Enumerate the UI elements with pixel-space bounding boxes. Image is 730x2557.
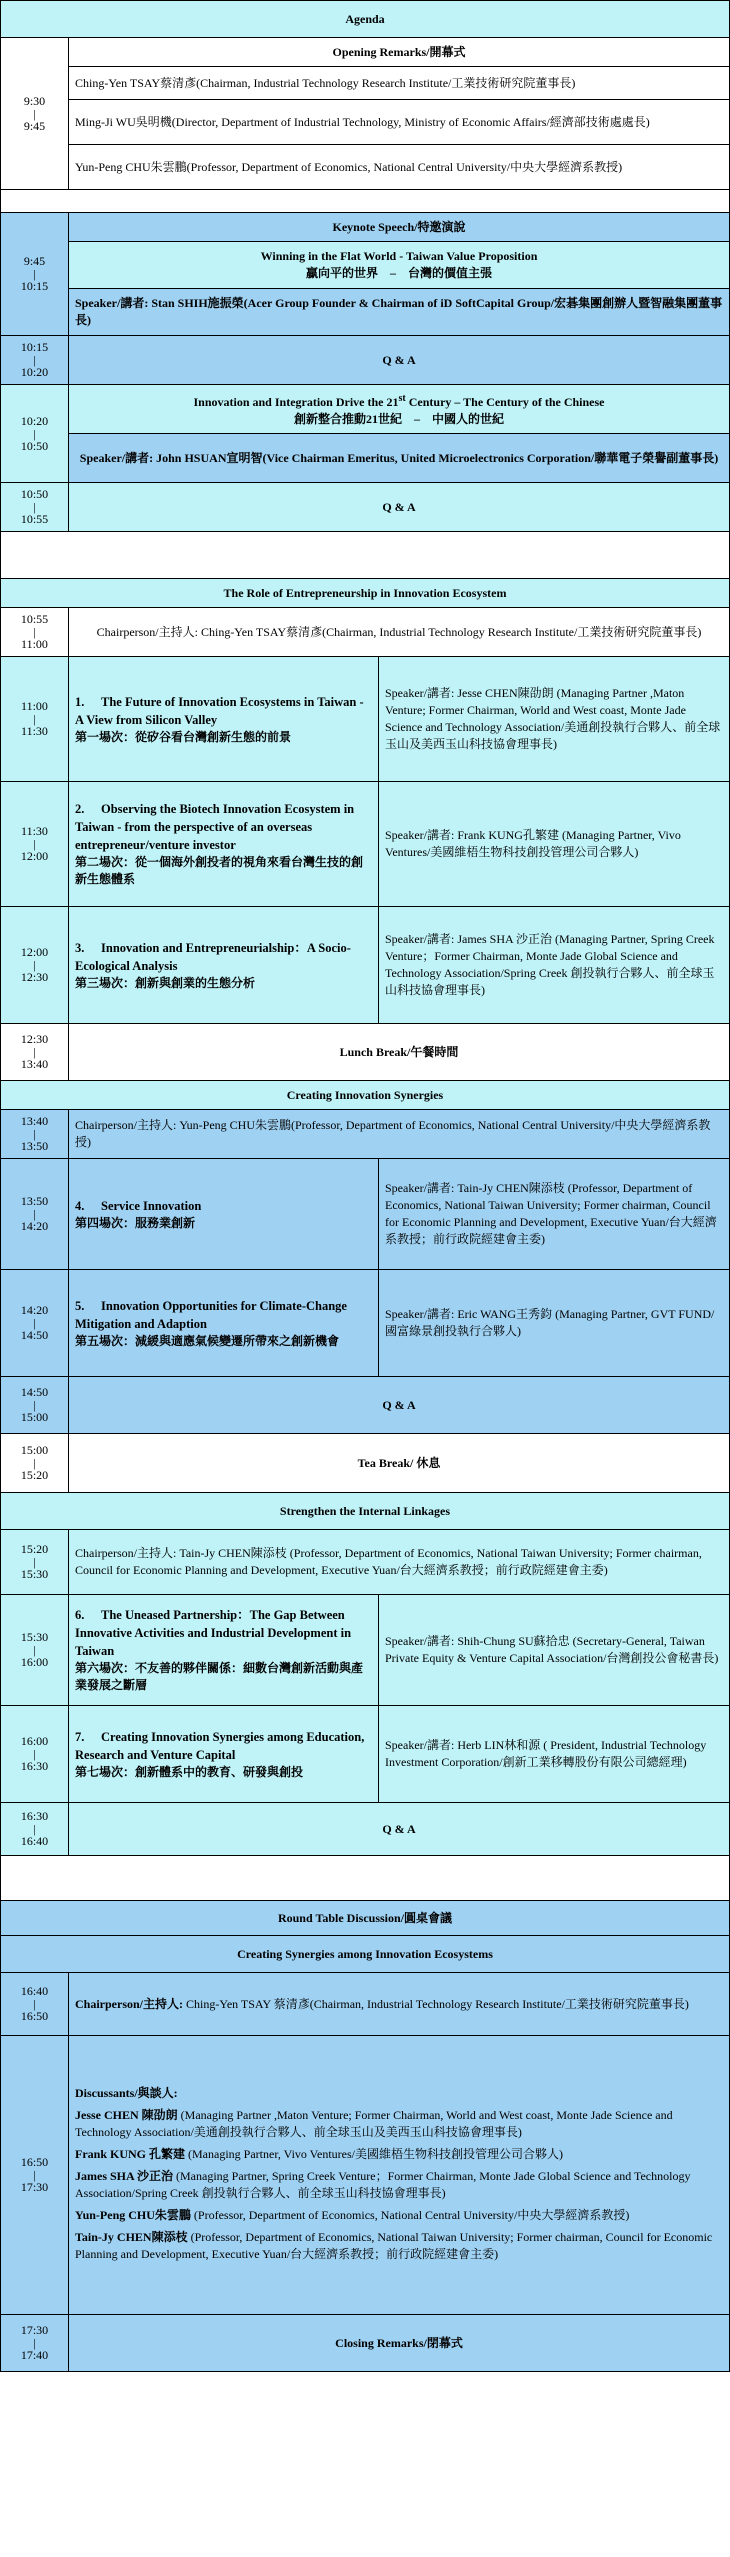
discussants-time: 16:50 | 17:30 [1,2036,69,2315]
talk6-title [69,1595,379,1706]
qa4-time: 16:30 | 16:40 [1,1803,69,1856]
time-end: 10:20 [20,365,49,379]
time-end: 15:20 [20,1468,49,1482]
qa2-time: 10:50 | 10:55 [1,483,69,532]
talk-title-cn: 第三場次：創新與創業的生態分析 [75,975,256,990]
time-start: 16:40 [20,1984,49,1998]
talk5-title [69,1270,379,1377]
talk-number: 2. [75,802,85,816]
talk-title-cn: 第六場次：不友善的夥伴關係：細數台灣創新活動與產業發展之斷層 [75,1661,364,1692]
spacer [1,190,730,213]
time-end: 15:30 [20,1567,49,1581]
qa2: Q & A [69,483,730,532]
talk2-title [69,782,379,907]
roundtable-header: Round Table Discussion/圓桌會議 [1,1901,730,1936]
session3-chair-time: 15:20 | 15:30 [1,1530,69,1595]
time-start: 15:00 [20,1443,49,1457]
time-start: 13:40 [20,1114,49,1128]
time-start: 15:30 [20,1630,49,1644]
keynote2-title-cn: 創新整合推動21世紀 – 中國人的世紀 [293,412,504,426]
title-row [1,1,730,38]
keynote1-title-en: Winning in the Flat World - Taiwan Value Proposition [260,249,538,263]
time-start: 16:30 [20,1809,49,1823]
session1-header: The Role of Entrepreneurship in Innovation Ecosystem [1,579,730,608]
session3-header: Strengthen the Internal Linkages [1,1493,730,1530]
talk6-speaker: Speaker/講者: Shih-Chung SU蘇拾忠 (Secretary-General, Taiwan Private Equity & Venture Capital Association/台灣創投公會秘書長) [379,1595,730,1706]
talk2-time: 11:30 | 12:00 [1,782,69,907]
talk-title-en: The Future of Innovation Ecosystems in Taiwan - A View from Silicon Valley [75,694,364,727]
spacer [1,1856,730,1901]
talk-title-cn: 第七場次：創新體系中的教育、研發與創投 [75,1764,304,1779]
opening-header: Opening Remarks/開幕式 [69,38,730,67]
talk-title-en: Service Innovation [101,1198,202,1213]
session1-chair: Chairperson/主持人: Ching-Yen TSAY蔡清彥(Chairman, Industrial Technology Research Institute/工業技術研究院董事長) [69,608,730,657]
roundtable-chair-time: 16:40 | 16:50 [1,1973,69,2036]
time-end: 13:50 [20,1139,49,1153]
talk-title-cn: 第五場次：減緩與適應氣候變遷所帶來之創新機會 [75,1333,340,1348]
time-end: 16:40 [20,1834,49,1848]
time-start: 11:30 [21,824,48,838]
talk5-speaker: Speaker/講者: Eric WANG王秀鈞 (Managing Partner, GVT FUND/國富綠景創投執行合夥人) [379,1270,730,1377]
roundtable-chair [69,1973,730,2036]
opening-speaker-2: Ming-Ji WU吳明機(Director, Department of Industrial Technology, Ministry of Economic Affairs/經濟部技術處處長) [69,100,730,145]
time-end: 16:00 [20,1655,49,1669]
qa1: Q & A [69,336,730,385]
time-end: 11:30 [21,724,48,738]
talk-title-en: Innovation Opportunities for Climate-Change Mitigation and Adaption [75,1298,347,1331]
qa4: Q & A [69,1803,730,1856]
talk-title-en: The Uneased Partnership：The Gap Between Innovative Activities and Industrial Development in Taiwan [75,1608,352,1658]
talk3-time: 12:00 | 12:30 [1,907,69,1024]
time-end: 11:00 [21,637,48,651]
roundtable-subheader: Creating Synergies among Innovation Ecosystems [1,1936,730,1973]
keynote1-title-cn: 贏向平的世界 – 台灣的價值主張 [305,266,492,280]
talk6-time: 15:30 | 16:00 [1,1595,69,1706]
qa3: Q & A [69,1377,730,1434]
discussant-name: Jesse CHEN 陳劭朗 [75,2107,178,2122]
keynote2-title [69,385,730,434]
time-start: 14:20 [20,1303,49,1317]
talk-number: 4. [75,1198,85,1213]
time-start: 9:45 [23,254,46,268]
talk7-speaker: Speaker/講者: Herb LIN林和源 ( President, Industrial Technology Investment Corporation/創新工業移轉股份有限公司總經理) [379,1706,730,1803]
time-end: 13:40 [20,1057,49,1071]
discussant-detail: (Professor, Department of Economics, National Central University/中央大學經濟系教授) [190,2207,630,2222]
time-start: 10:50 [20,487,49,501]
time-end: 16:50 [20,2009,49,2023]
discussant-detail: (Managing Partner ,Maton Venture; Former Chairman, World and West coast, Monte Jade Science and Technology Association/美通創投執行合夥人、前全球玉山及美西玉山科技協會理事長) [75,2107,673,2139]
time-end: 16:30 [20,1759,49,1773]
chair-label: Chairperson/主持人: [75,1996,184,2011]
agenda-title: Agenda [1,1,730,38]
closing-remarks: Closing Remarks/閉幕式 [69,2315,730,2372]
time-end: 9:45 [23,118,46,133]
chair-text: Ching-Yen TSAY 蔡清彥(Chairman, Industrial Technology Research Institute/工業技術研究院董事長) [183,1996,689,2011]
talk3-title [69,907,379,1024]
keynote2-speaker: Speaker/講者: John HSUAN宣明智(Vice Chairman Emeritus, United Microelectronics Corporation/聯華電子榮譽副董事長) [69,434,730,483]
time-start: 10:15 [20,340,49,354]
talk-number: 3. [75,940,85,955]
time-start: 10:20 [20,413,49,428]
lunch-break: Lunch Break/午餐時間 [69,1024,730,1081]
keynote-header-row [1,213,730,242]
qa1-time: 10:15 | 10:20 [1,336,69,385]
talk1-time: 11:00 | 11:30 [1,657,69,782]
talk-number: 1. [75,694,85,709]
talk-title-cn: 第一場次：從矽谷看台灣創新生態的前景 [75,729,292,744]
discussant-detail: (Managing Partner, Vivo Ventures/美國維梧生物科技創投管理公司合夥人) [185,2146,564,2161]
time-end: 10:55 [20,512,49,526]
talk4-speaker: Speaker/講者: Tain-Jy CHEN陳添枝 (Professor, Department of Economics, National Taiwan University; Former chairman, Council for Economic Planning and Development, Executive Yuan/台大經濟系教授；前行政院經建會主委) [379,1159,730,1270]
talk2-speaker: Speaker/講者: Frank KUNG孔繁建 (Managing Partner, Vivo Ventures/美國維梧生物科技創投管理公司合夥人) [379,782,730,907]
time-end: 12:30 [20,970,49,984]
discussant-detail: (Managing Partner, Spring Creek Venture；Former Chairman, Monte Jade Global Science and Technology Association/Spring Creek 創投執行合夥人、前全球玉山科技協會理事長) [75,2168,691,2200]
talk1-speaker: Speaker/講者: Jesse CHEN陳劭朗 (Managing Partner ,Maton Venture; Former Chairman, World and West coast, Monte Jade Science and Technology Association/美通創投執行合夥人、前全球玉山及美西玉山科技協會理事長) [379,657,730,782]
keynote2-title-en: Innovation and Integration Drive the 21st Century – The Century of the Chinese [193,393,605,409]
keynote2-time: 10:20 | 10:50 [1,385,69,483]
opening-speaker-3: Yun-Peng CHU朱雲鵬(Professor, Department of Economics, National Central University/中央大學經濟系教授) [69,145,730,190]
session1-chair-time: 10:55 | 11:00 [1,608,69,657]
time-end: 12:00 [20,849,49,863]
time-start: 14:50 [20,1385,49,1399]
talk4-title [69,1159,379,1270]
qa3-time: 14:50 | 15:00 [1,1377,69,1434]
discussant [75,2229,723,2263]
lunch-time: 12:30 | 13:40 [1,1024,69,1081]
talk1-title [69,657,379,782]
talk-number: 5. [75,1298,85,1313]
talk4-time: 13:50 | 14:20 [1,1159,69,1270]
opening-header-row [1,38,730,67]
discussant [75,2107,723,2141]
discussant-name: James SHA 沙正治 [75,2168,174,2183]
time-end: 14:50 [20,1328,49,1342]
talk3-speaker: Speaker/講者: James SHA 沙正治 (Managing Partner, Spring Creek Venture；Former Chairman, Monte Jade Global Science and Technology Association/Spring Creek 創投執行合夥人、前全球玉山科技協會理事長) [379,907,730,1024]
keynote-header: Keynote Speech/特邀演說 [69,213,730,242]
talk7-title [69,1706,379,1803]
discussant-name: Frank KUNG 孔繁建 [75,2146,186,2161]
talk-title-en: Innovation and Entrepreneurialship：A Socio-Ecological Analysis [75,940,351,973]
time-end: 17:40 [20,2348,49,2362]
tea-break: Tea Break/ 休息 [69,1434,730,1493]
discussant-name: Tain-Jy CHEN陳添枝 [75,2229,188,2244]
discussant-detail: (Professor, Department of Economics, National Taiwan University; Former chairman, Council for Economic Planning and Development, Executive Yuan/台大經濟系教授；前行政院經建會主委) [75,2229,713,2261]
session2-header: Creating Innovation Synergies [1,1081,730,1110]
keynote1-title [69,242,730,289]
discussant [75,2168,723,2202]
time-start: 16:50 [20,2155,49,2169]
opening-speaker-1: Ching-Yen TSAY蔡清彥(Chairman, Industrial Technology Research Institute/工業技術研究院董事長) [69,67,730,100]
session3-chair: Chairperson/主持人: Tain-Jy CHEN陳添枝 (Professor, Department of Economics, National Taiwan University; Former chairman, Council for Economic Planning and Development, Executive Yuan/台大經濟系教授；前行政院經建會主委) [69,1530,730,1595]
time-end: 15:00 [20,1410,49,1424]
time-start: 15:20 [20,1542,49,1556]
time-start: 12:30 [20,1032,49,1046]
tea-time: 15:00 | 15:20 [1,1434,69,1493]
time-start: 12:00 [20,945,49,959]
talk-title-en: Creating Innovation Synergies among Education, Research and Venture Capital [75,1729,365,1762]
talk-number: 6. [75,1608,85,1622]
time-start: 10:55 [20,612,49,626]
opening-time: 9:30 | 9:45 [1,38,69,190]
spacer [1,532,730,579]
time-start: 11:00 [21,699,48,713]
talk-title-cn: 第四場次：服務業創新 [75,1215,196,1230]
session2-chair-time: 13:40 | 13:50 [1,1110,69,1159]
time-end: 10:50 [20,438,49,453]
discussant [75,2207,723,2224]
time-end: 14:20 [20,1219,49,1233]
talk-title-en: Observing the Biotech Innovation Ecosystem in Taiwan - from the perspective of an overseas entrepreneur/venture investor [75,802,355,852]
talk7-time: 16:00 | 16:30 [1,1706,69,1803]
discussant [75,2146,723,2163]
closing-time: 17:30 | 17:40 [1,2315,69,2372]
time-start: 16:00 [20,1734,49,1748]
discussants-label: Discussants/與談人: [75,2085,178,2100]
time-end: 17:30 [20,2180,49,2194]
discussants [69,2036,730,2315]
time-start: 13:50 [20,1194,49,1208]
keynote1-time: 9:45 | 10:15 [1,213,69,336]
time-start: 17:30 [20,2323,49,2337]
time-end: 10:15 [20,279,49,293]
talk-title-cn: 第二場次：從一個海外創投者的視角來看台灣生技的創新生態體系 [75,855,364,886]
time-start: 9:30 [23,93,46,108]
discussant-name: Yun-Peng CHU朱雲鵬 [75,2207,191,2222]
talk-number: 7. [75,1729,85,1744]
keynote1-speaker: Speaker/講者: Stan SHIH施振榮(Acer Group Founder & Chairman of iD SoftCapital Group/宏碁集團創辦人暨智融集團董事長) [69,289,730,336]
session2-chair: Chairperson/主持人: Yun-Peng CHU朱雲鵬(Professor, Department of Economics, National Central University/中央大學經濟系教授) [69,1110,730,1159]
talk5-time: 14:20 | 14:50 [1,1270,69,1377]
